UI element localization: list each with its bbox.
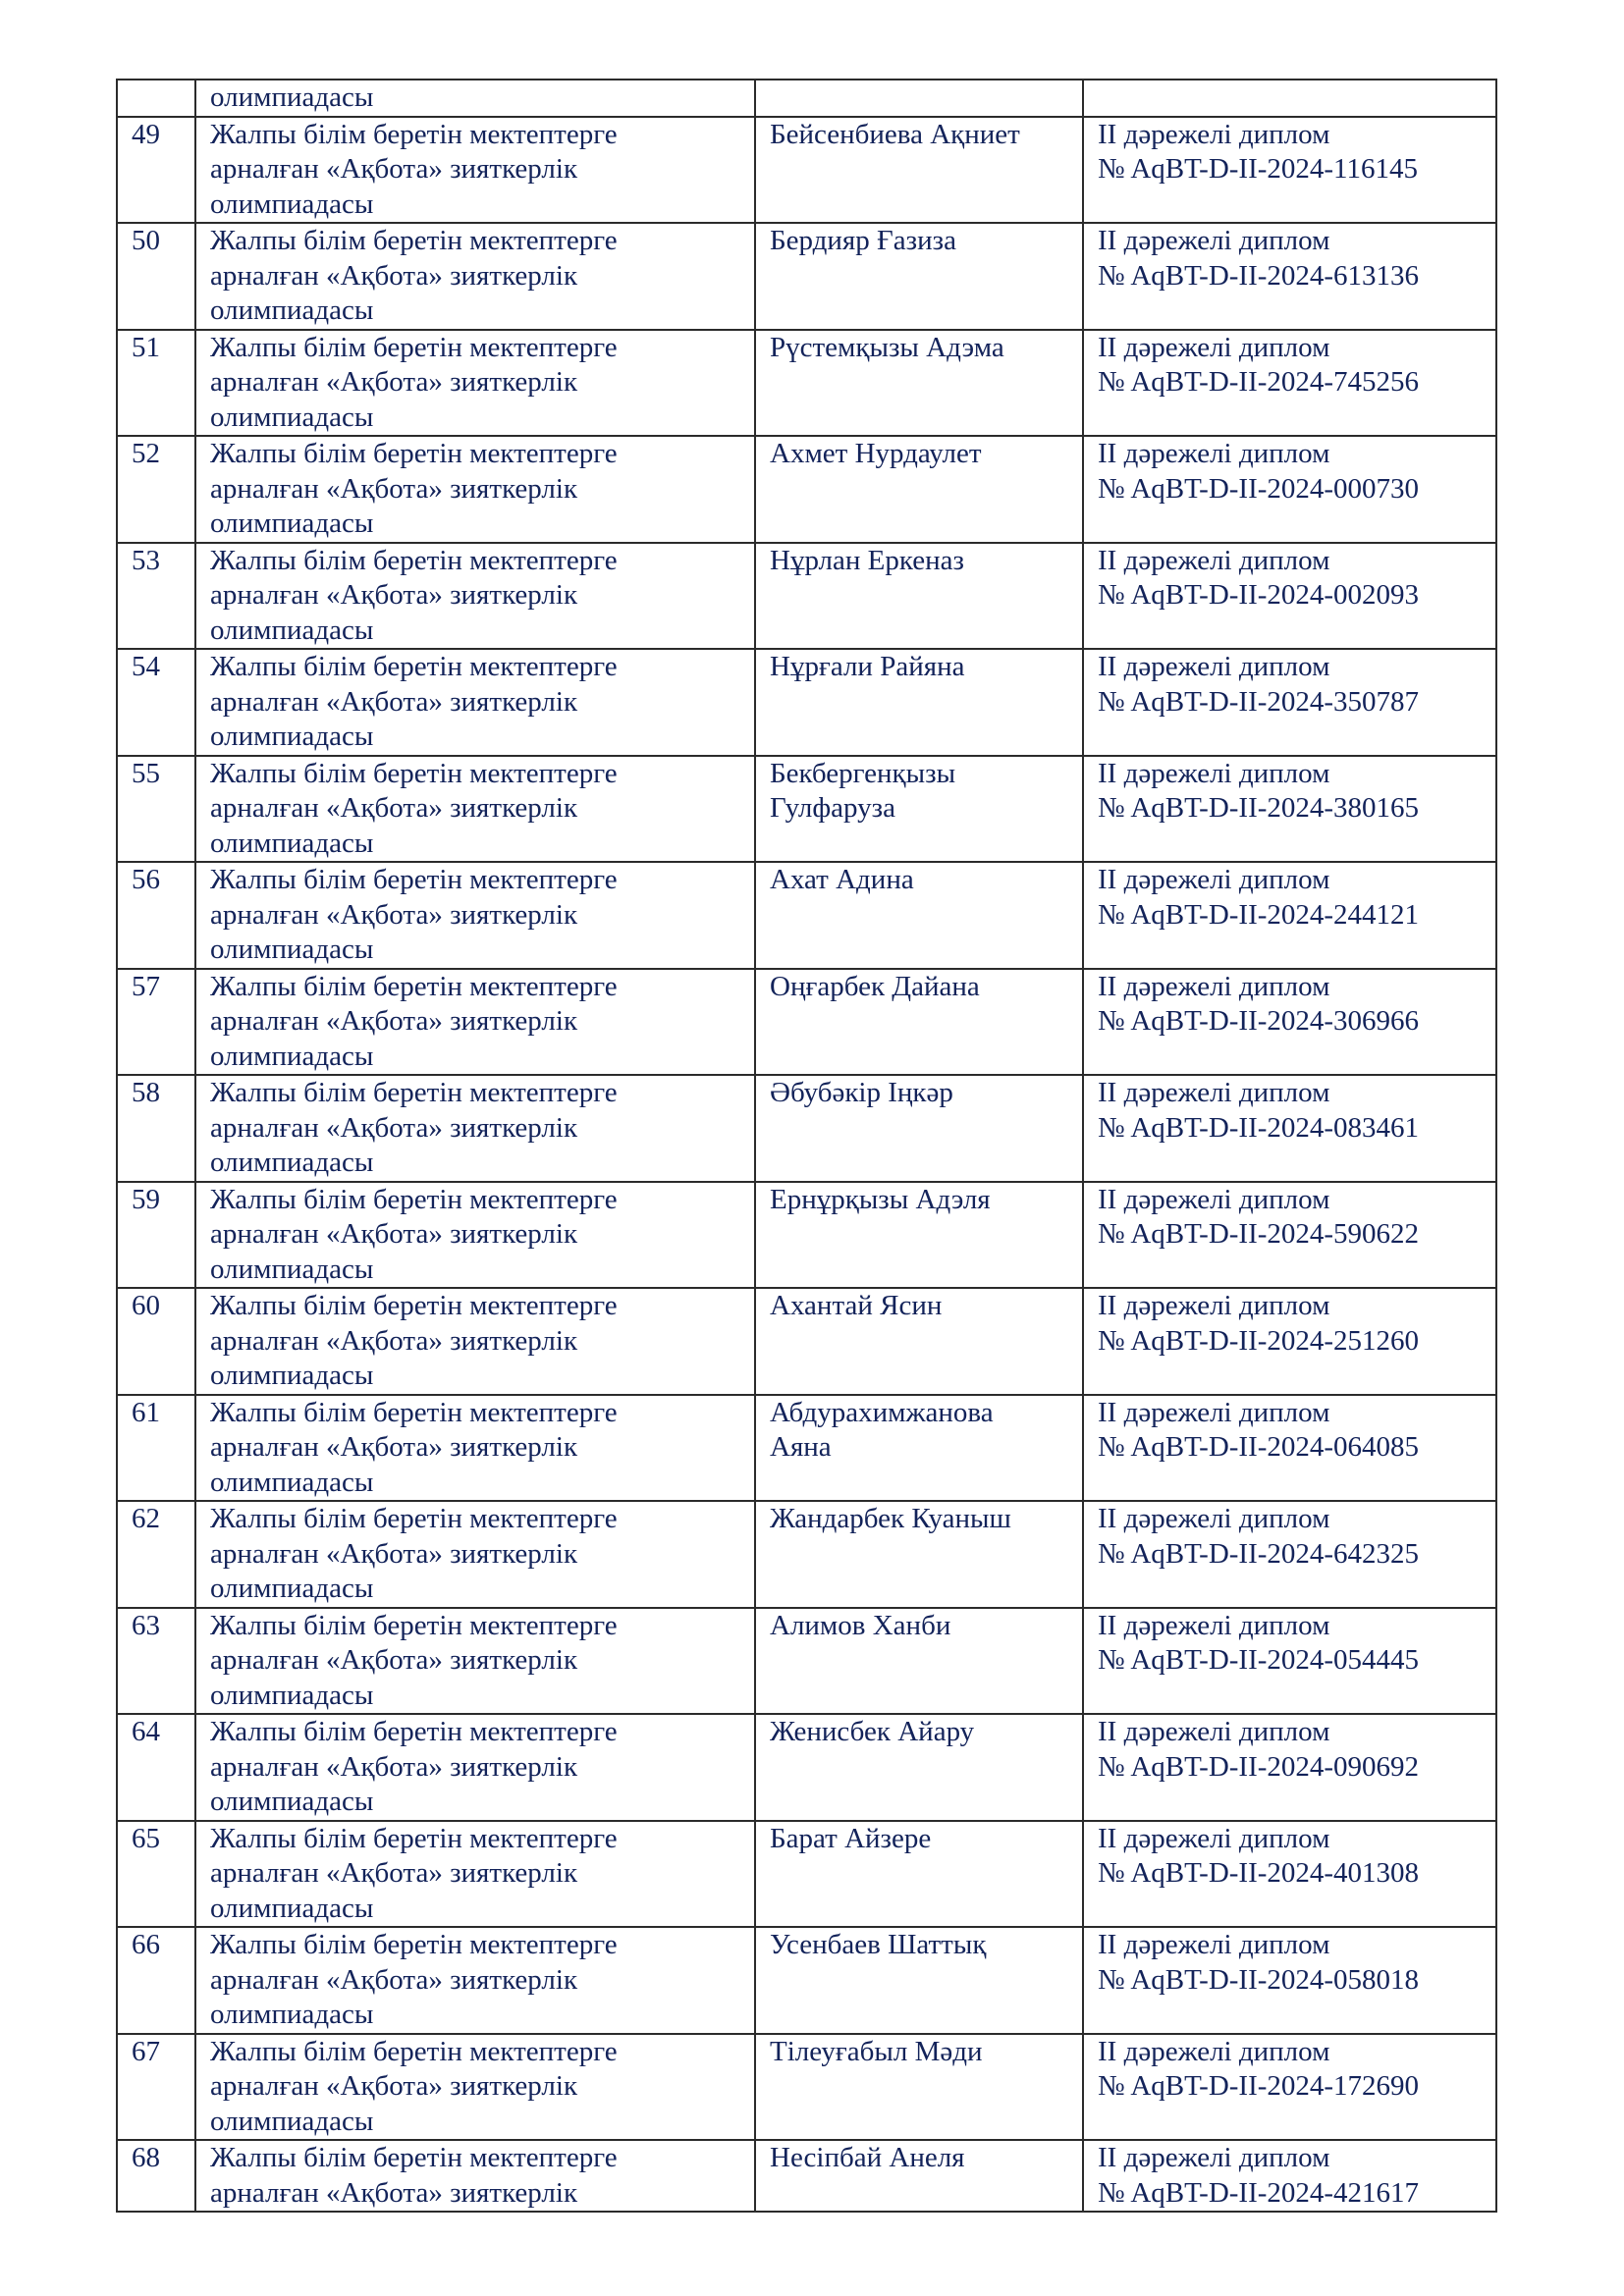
table-body (117, 80, 1496, 2212)
row-number: 62 (132, 1503, 160, 1534)
award-title: ІІ дәрежелі диплом (1098, 331, 1330, 363)
award-title: ІІ дәрежелі диплом (1098, 1822, 1330, 1854)
participant-name: Аяна (770, 1431, 832, 1463)
olympiad-text: Жалпы білім беретін мектептерге (210, 331, 618, 363)
table-row (117, 1288, 1496, 1395)
cell-number (117, 436, 195, 543)
table-row (117, 1714, 1496, 1821)
award-title: ІІ дәрежелі диплом (1098, 1183, 1330, 1215)
olympiad-text: Жалпы білім беретін мектептерге (210, 1609, 618, 1641)
diploma-number: № AqBT-D-II-2024-421617 (1098, 2176, 1420, 2209)
cell-olympiad (195, 1182, 755, 1289)
row-number: 56 (132, 864, 160, 895)
diploma-number: № AqBT-D-II-2024-745256 (1098, 366, 1420, 398)
olympiad-text: олимпиадасы (210, 1786, 374, 1817)
row-number: 63 (132, 1609, 160, 1641)
olympiad-text: Жалпы білім беретін мектептерге (210, 1396, 618, 1428)
cell-olympiad (195, 2140, 755, 2212)
cell-name (755, 2034, 1083, 2141)
row-number: 60 (132, 1290, 160, 1321)
participant-name: Ахмет Нурдаулет (770, 438, 982, 469)
cell-award (1083, 1608, 1496, 1715)
cell-name (755, 223, 1083, 330)
olympiad-text: олимпиадасы (210, 1999, 374, 2030)
olympiad-text: арналған «Ақбота» зияткерлік (210, 792, 578, 824)
olympiad-text: арналған «Ақбота» зияткерлік (210, 1218, 578, 1250)
cell-number (117, 1395, 195, 1502)
cell-number (117, 1927, 195, 2034)
olympiad-text: арналған «Ақбота» зияткерлік (210, 685, 578, 718)
participant-name: Женисбек Айару (770, 1716, 975, 1747)
olympiad-text: Жалпы білім беретін мектептерге (210, 1290, 618, 1321)
row-number: 68 (132, 2142, 160, 2173)
olympiad-text: Жалпы білім беретін мектептерге (210, 1822, 618, 1854)
table-row (117, 543, 1496, 650)
cell-olympiad (195, 1821, 755, 1928)
cell-name (755, 1714, 1083, 1821)
diploma-number: № AqBT-D-II-2024-306966 (1098, 1005, 1420, 1037)
cell-olympiad (195, 1395, 755, 1502)
olympiad-text: олимпиадасы (210, 827, 374, 859)
olympiad-text: Жалпы білім беретін мектептерге (210, 757, 618, 789)
participant-name: Ахат Адина (770, 864, 914, 895)
cell-name (755, 80, 1083, 117)
cell-award (1083, 862, 1496, 969)
olympiad-text: олимпиадасы (210, 400, 374, 433)
row-number: 50 (132, 225, 160, 256)
participant-name: Абдурахимжанова (770, 1396, 994, 1428)
participant-name: Нұрлан Еркеназ (770, 544, 964, 576)
diploma-number: № AqBT-D-II-2024-244121 (1098, 898, 1420, 931)
table-row (117, 1821, 1496, 1928)
participant-name: Ахантай Ясин (770, 1290, 943, 1321)
row-number: 54 (132, 651, 160, 682)
award-winners-table (116, 79, 1497, 2213)
cell-olympiad (195, 969, 755, 1076)
award-title: ІІ дәрежелі диплом (1098, 225, 1330, 256)
participant-name: Бекбергенқызы (770, 757, 956, 789)
diploma-number: № AqBT-D-II-2024-642325 (1098, 1537, 1420, 1570)
cell-award (1083, 649, 1496, 756)
cell-name (755, 330, 1083, 437)
cell-name (755, 1075, 1083, 1182)
award-title: ІІ дәрежелі диплом (1098, 970, 1330, 1002)
award-title: ІІ дәрежелі диплом (1098, 864, 1330, 895)
olympiad-text: арналған «Ақбота» зияткерлік (210, 579, 578, 611)
cell-name (755, 649, 1083, 756)
cell-olympiad (195, 1075, 755, 1182)
olympiad-text: Жалпы білім беретін мектептерге (210, 118, 618, 150)
cell-number (117, 756, 195, 863)
olympiad-text: олимпиадасы (210, 507, 374, 539)
award-title: ІІ дәрежелі диплом (1098, 1396, 1330, 1428)
participant-name: Оңғарбек Дайана (770, 970, 980, 1002)
table-row (117, 756, 1496, 863)
cell-name (755, 1821, 1083, 1928)
cell-name (755, 1182, 1083, 1289)
cell-number (117, 330, 195, 437)
cell-award (1083, 1501, 1496, 1608)
participant-name: Бейсенбиева Ақниет (770, 118, 1020, 150)
olympiad-text: арналған «Ақбота» зияткерлік (210, 1644, 578, 1676)
award-title: ІІ дәрежелі диплом (1098, 1609, 1330, 1641)
olympiad-text: Жалпы білім беретін мектептерге (210, 1716, 618, 1747)
table-row (117, 1501, 1496, 1608)
cell-olympiad (195, 756, 755, 863)
olympiad-text: Жалпы білім беретін мектептерге (210, 1929, 618, 1960)
olympiad-text: арналған «Ақбота» зияткерлік (210, 2070, 578, 2102)
olympiad-text: Жалпы білім беретін мектептерге (210, 1503, 618, 1534)
cell-award (1083, 223, 1496, 330)
table-row (117, 1182, 1496, 1289)
olympiad-text: арналған «Ақбота» зияткерлік (210, 259, 578, 292)
award-title: ІІ дәрежелі диплом (1098, 1290, 1330, 1321)
olympiad-text: Жалпы білім беретін мектептерге (210, 2035, 618, 2067)
cell-number (117, 1075, 195, 1182)
olympiad-text: олимпиадасы (210, 187, 374, 220)
olympiad-text: арналған «Ақбота» зияткерлік (210, 1537, 578, 1570)
cell-number (117, 1182, 195, 1289)
cell-number (117, 80, 195, 117)
cell-award (1083, 80, 1496, 117)
cell-number (117, 543, 195, 650)
cell-number (117, 2034, 195, 2141)
cell-number (117, 1821, 195, 1928)
olympiad-text: арналған «Ақбота» зияткерлік (210, 153, 578, 185)
olympiad-text: Жалпы білім беретін мектептерге (210, 225, 618, 256)
cell-olympiad (195, 117, 755, 224)
olympiad-text: Жалпы білім беретін мектептерге (210, 1077, 618, 1108)
cell-olympiad (195, 330, 755, 437)
row-number: 51 (132, 331, 160, 363)
diploma-number: № AqBT-D-II-2024-251260 (1098, 1324, 1420, 1357)
olympiad-text: арналған «Ақбота» зияткерлік (210, 472, 578, 505)
cell-name (755, 862, 1083, 969)
diploma-number: № AqBT-D-II-2024-064085 (1098, 1431, 1420, 1463)
continuation-row (117, 80, 1496, 117)
diploma-number: № AqBT-D-II-2024-401308 (1098, 1857, 1420, 1889)
row-number: 66 (132, 1929, 160, 1960)
row-number: 58 (132, 1077, 160, 1108)
cell-name (755, 1288, 1083, 1395)
cell-olympiad (195, 649, 755, 756)
cell-olympiad (195, 1714, 755, 1821)
diploma-number: № AqBT-D-II-2024-116145 (1098, 153, 1418, 185)
olympiad-text: олимпиадасы (210, 1466, 374, 1498)
cell-number (117, 969, 195, 1076)
cell-award (1083, 543, 1496, 650)
cell-name (755, 1395, 1083, 1502)
olympiad-text: олимпиадасы (210, 1573, 374, 1604)
row-number: 53 (132, 544, 160, 576)
table-row (117, 330, 1496, 437)
cell-olympiad (195, 543, 755, 650)
diploma-number: № AqBT-D-II-2024-590622 (1098, 1218, 1420, 1250)
cell-award (1083, 330, 1496, 437)
cell-name (755, 1608, 1083, 1715)
olympiad-text: Жалпы білім беретін мектептерге (210, 544, 618, 576)
cell-number (117, 862, 195, 969)
cell-olympiad (195, 1927, 755, 2034)
olympiad-text: арналған «Ақбота» зияткерлік (210, 2176, 578, 2209)
cell-award (1083, 1075, 1496, 1182)
table-row (117, 1608, 1496, 1715)
diploma-number: № AqBT-D-II-2024-350787 (1098, 685, 1420, 718)
award-title: ІІ дәрежелі диплом (1098, 118, 1330, 150)
cell-name (755, 436, 1083, 543)
olympiad-text: олимпиадасы (210, 1040, 374, 1072)
row-number: 57 (132, 970, 160, 1002)
cell-award (1083, 1821, 1496, 1928)
olympiad-text: арналған «Ақбота» зияткерлік (210, 898, 578, 931)
row-number: 65 (132, 1822, 160, 1854)
olympiad-text: олимпиадасы (210, 1679, 374, 1711)
olympiad-text: арналған «Ақбота» зияткерлік (210, 1750, 578, 1783)
cell-number (117, 649, 195, 756)
cell-number (117, 1608, 195, 1715)
cell-name (755, 2140, 1083, 2212)
participant-name: Рүстемқызы Адэма (770, 331, 1004, 363)
cell-name (755, 969, 1083, 1076)
cell-name (755, 1927, 1083, 2034)
award-title: ІІ дәрежелі диплом (1098, 438, 1330, 469)
olympiad-text: арналған «Ақбота» зияткерлік (210, 1431, 578, 1463)
row-number: 49 (132, 118, 160, 150)
award-title: ІІ дәрежелі диплом (1098, 544, 1330, 576)
diploma-number: № AqBT-D-II-2024-613136 (1098, 259, 1420, 292)
olympiad-text: Жалпы білім беретін мектептерге (210, 438, 618, 469)
olympiad-text: арналған «Ақбота» зияткерлік (210, 1857, 578, 1889)
cell-number (117, 1714, 195, 1821)
olympiad-text: Жалпы білім беретін мектептерге (210, 651, 618, 682)
olympiad-text: олимпиадасы (210, 721, 374, 752)
award-title: ІІ дәрежелі диплом (1098, 2142, 1330, 2173)
participant-name: Гулфаруза (770, 792, 895, 824)
olympiad-text: олимпиадасы (210, 2105, 374, 2137)
table-row (117, 1075, 1496, 1182)
olympiad-text: олимпиадасы (210, 1892, 374, 1924)
table-row (117, 117, 1496, 224)
olympiad-text: олимпиадасы (210, 1360, 374, 1391)
olympiad-text: арналған «Ақбота» зияткерлік (210, 1324, 578, 1357)
participant-name: Усенбаев Шаттық (770, 1929, 987, 1960)
row-number: 55 (132, 757, 160, 789)
olympiad-text: олимпиадасы (210, 934, 374, 965)
participant-name: Жандарбек Куаныш (770, 1503, 1011, 1534)
cell-olympiad (195, 1608, 755, 1715)
award-title: ІІ дәрежелі диплом (1098, 1929, 1330, 1960)
participant-name: Ернұрқызы Адэля (770, 1183, 991, 1215)
olympiad-text: Жалпы білім беретін мектептерге (210, 1183, 618, 1215)
cell-number (117, 2140, 195, 2212)
row-number: 64 (132, 1716, 160, 1747)
cell-award (1083, 1182, 1496, 1289)
cell-award (1083, 1714, 1496, 1821)
award-title: ІІ дәрежелі диплом (1098, 651, 1330, 682)
cell-number (117, 117, 195, 224)
diploma-number: № AqBT-D-II-2024-000730 (1098, 472, 1420, 505)
table-row (117, 969, 1496, 1076)
diploma-number: № AqBT-D-II-2024-083461 (1098, 1111, 1420, 1144)
participant-name: Несіпбай Анеля (770, 2142, 965, 2173)
olympiad-text: арналған «Ақбота» зияткерлік (210, 1111, 578, 1144)
diploma-number: № AqBT-D-II-2024-172690 (1098, 2070, 1420, 2102)
olympiad-text: Жалпы білім беретін мектептерге (210, 970, 618, 1002)
row-number: 67 (132, 2035, 160, 2067)
cell-olympiad (195, 80, 755, 117)
cell-name (755, 1501, 1083, 1608)
cell-award (1083, 2140, 1496, 2212)
cell-award (1083, 117, 1496, 224)
olympiad-text: арналған «Ақбота» зияткерлік (210, 1005, 578, 1037)
row-number: 61 (132, 1396, 160, 1428)
cell-award (1083, 1395, 1496, 1502)
cell-award (1083, 436, 1496, 543)
olympiad-text: олимпиадасы (210, 614, 374, 646)
cell-olympiad (195, 2034, 755, 2141)
cell-olympiad (195, 223, 755, 330)
table-row (117, 436, 1496, 543)
award-title: ІІ дәрежелі диплом (1098, 2035, 1330, 2067)
participant-name: Тілеуғабыл Мәди (770, 2035, 983, 2067)
olympiad-text: олимпиадасы (210, 1147, 374, 1178)
table-row (117, 1395, 1496, 1502)
award-title: ІІ дәрежелі диплом (1098, 1077, 1330, 1108)
cell-number (117, 223, 195, 330)
cell-name (755, 756, 1083, 863)
olympiad-text: арналған «Ақбота» зияткерлік (210, 1963, 578, 1996)
cell-number (117, 1288, 195, 1395)
diploma-number: № AqBT-D-II-2024-380165 (1098, 792, 1420, 824)
row-number: 52 (132, 438, 160, 469)
cell-award (1083, 969, 1496, 1076)
award-title: ІІ дәрежелі диплом (1098, 1716, 1330, 1747)
table-row (117, 2140, 1496, 2212)
olympiad-text: олимпиадасы (210, 1253, 374, 1285)
table-row (117, 223, 1496, 330)
diploma-number: № AqBT-D-II-2024-090692 (1098, 1750, 1420, 1783)
olympiad-text: олимпиадасы (210, 294, 374, 326)
participant-name: Бердияр Ғазиза (770, 225, 956, 256)
cell-name (755, 543, 1083, 650)
olympiad-text: олимпиадасы (210, 81, 374, 113)
cell-olympiad (195, 862, 755, 969)
participant-name: Алимов Ханби (770, 1609, 951, 1641)
olympiad-text: Жалпы білім беретін мектептерге (210, 864, 618, 895)
participant-name: Барат Айзере (770, 1822, 932, 1854)
row-number: 59 (132, 1183, 160, 1215)
olympiad-text: Жалпы білім беретін мектептерге (210, 2142, 618, 2173)
table-row (117, 1927, 1496, 2034)
olympiad-text: арналған «Ақбота» зияткерлік (210, 366, 578, 398)
participant-name: Нұрғали Райяна (770, 651, 965, 682)
table-row (117, 2034, 1496, 2141)
table-row (117, 862, 1496, 969)
cell-name (755, 117, 1083, 224)
diploma-number: № AqBT-D-II-2024-054445 (1098, 1644, 1420, 1676)
diploma-number: № AqBT-D-II-2024-002093 (1098, 579, 1420, 611)
cell-award (1083, 2034, 1496, 2141)
cell-olympiad (195, 436, 755, 543)
award-title: ІІ дәрежелі диплом (1098, 757, 1330, 789)
cell-award (1083, 1288, 1496, 1395)
participant-name: Әбубәкір Іңкәр (770, 1077, 953, 1108)
cell-award (1083, 1927, 1496, 2034)
cell-olympiad (195, 1501, 755, 1608)
cell-award (1083, 756, 1496, 863)
cell-olympiad (195, 1288, 755, 1395)
cell-number (117, 1501, 195, 1608)
award-title: ІІ дәрежелі диплом (1098, 1503, 1330, 1534)
table-row (117, 649, 1496, 756)
diploma-number: № AqBT-D-II-2024-058018 (1098, 1963, 1420, 1996)
